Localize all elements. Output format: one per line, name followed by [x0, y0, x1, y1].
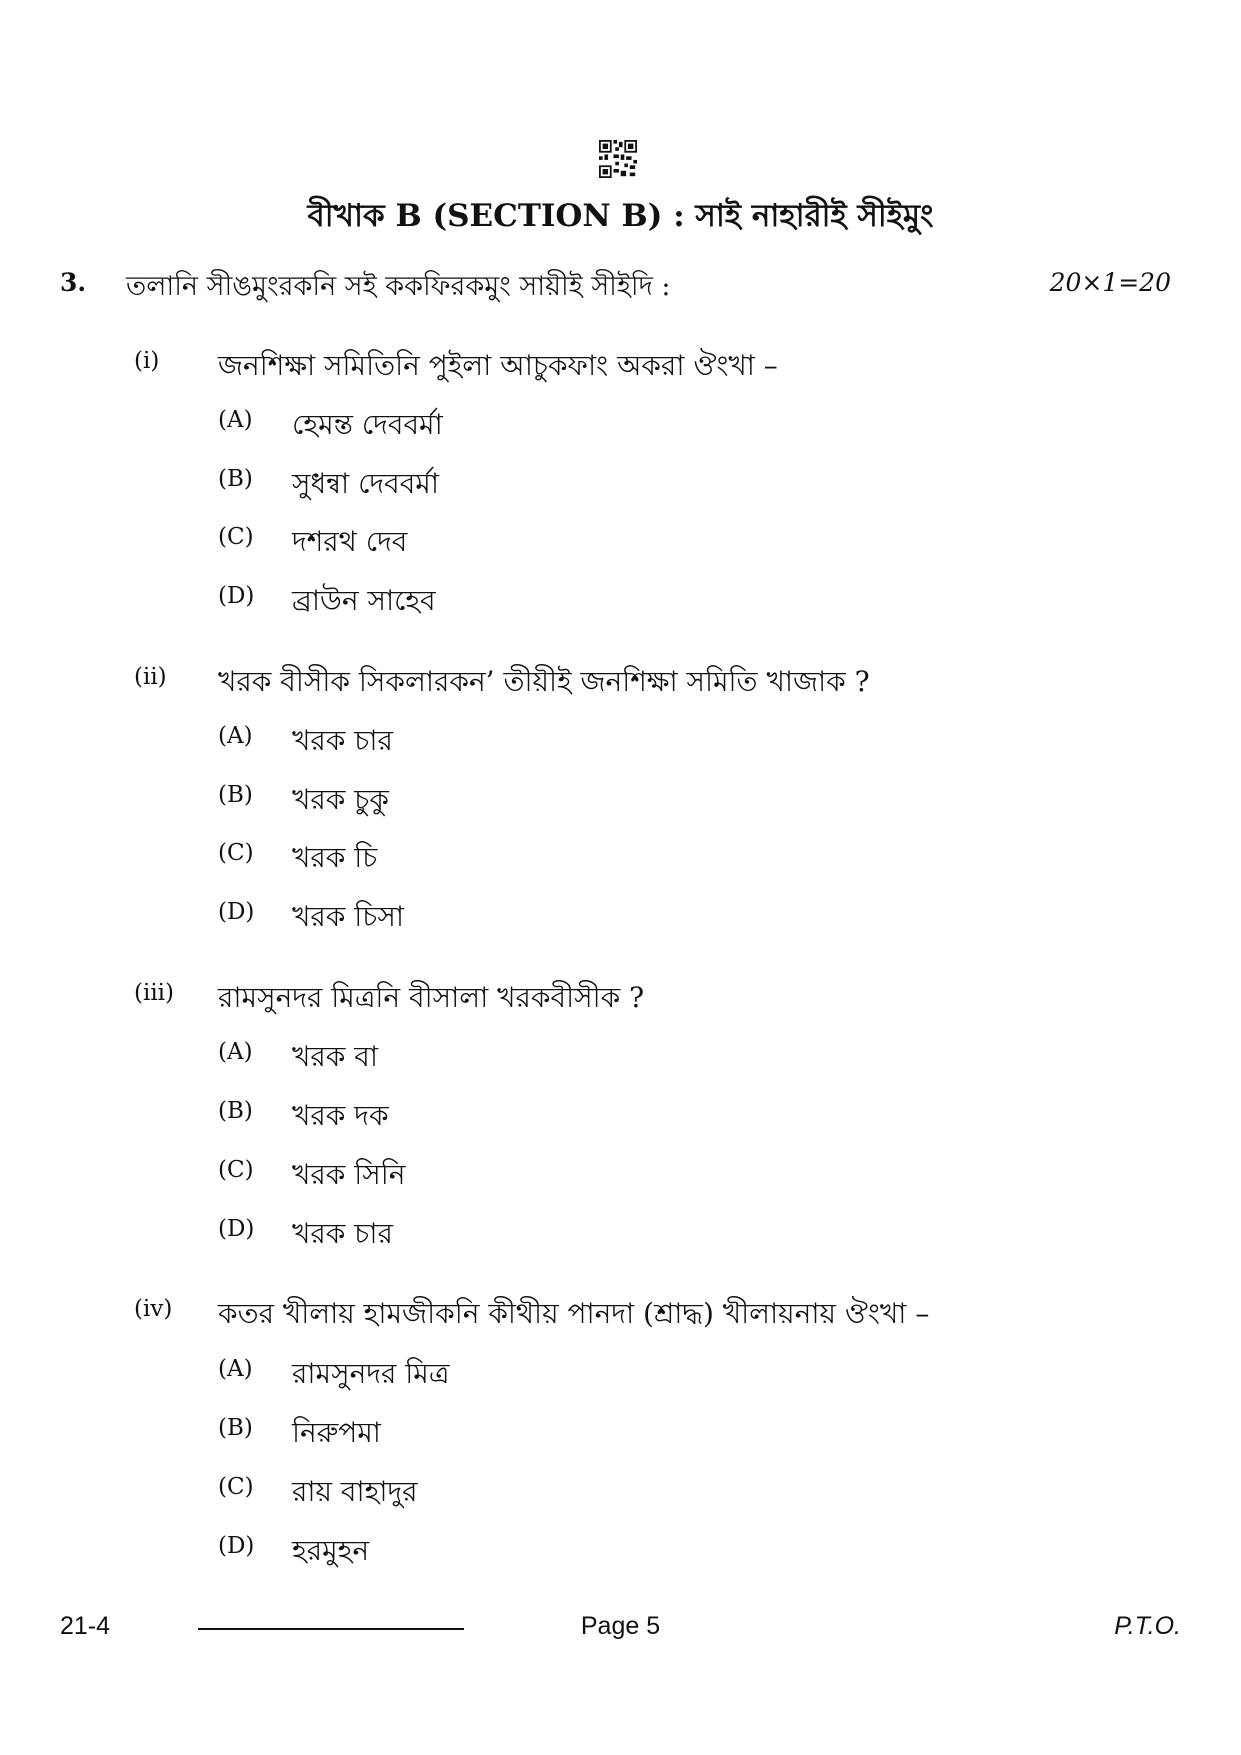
option-iv-c	[0, 1470, 1241, 1520]
option-i-a	[0, 403, 1241, 453]
option-text: হেমন্ত দেববর্মা	[292, 408, 443, 441]
pto-label: P.T.O.	[1114, 1612, 1181, 1640]
option-letter: (D)	[218, 1216, 255, 1242]
option-text: হরমুহন	[292, 1534, 370, 1567]
option-ii-a	[0, 719, 1241, 769]
option-iv-d	[0, 1529, 1241, 1579]
option-text: দশরথ দেব	[292, 525, 408, 558]
option-text: রামসুনদর মিত্র	[292, 1357, 450, 1390]
option-letter: (A)	[218, 407, 253, 433]
option-letter: (B)	[218, 1415, 253, 1441]
option-letter: (D)	[218, 583, 255, 609]
option-iii-b	[0, 1094, 1241, 1144]
option-text: খরক চি	[292, 841, 378, 874]
option-text: খরক চুকু	[292, 783, 389, 816]
option-i-c	[0, 520, 1241, 570]
option-letter: (D)	[218, 899, 255, 925]
item-text: রামসুনদর মিত্রনি বীসালা খরকবীসীক ?	[218, 981, 645, 1014]
item-number: (i)	[134, 348, 160, 374]
item-text: জনশিক্ষা সমিতিনি পুইলা আচুকফাং অকরা ঔংখা –	[218, 349, 778, 382]
section-title: বীখাক B (SECTION B) : সাই নাহারীই সীইমুং	[307, 198, 934, 234]
option-text: রায় বাহাদুর	[292, 1475, 418, 1508]
option-text: খরক দক	[292, 1099, 389, 1132]
option-ii-b	[0, 778, 1241, 828]
item-number: (iv)	[134, 1296, 173, 1322]
option-iii-c	[0, 1153, 1241, 1203]
item-text: কতর খীলায় হামজীকনি কীথীয় পানদা (শ্রাদ্ধ) খীলায়নায় ঔংখা –	[218, 1297, 930, 1330]
option-letter: (C)	[218, 524, 254, 550]
item-number: (iii)	[134, 980, 175, 1006]
item-number: (ii)	[134, 664, 167, 690]
question-item-iv	[0, 1292, 1241, 1352]
option-iii-d	[0, 1212, 1241, 1262]
option-letter: (C)	[218, 1474, 254, 1500]
option-letter: (A)	[218, 1039, 253, 1065]
option-letter: (B)	[218, 782, 253, 808]
question-prompt: তলানি সীঙমুংরকনি সই ককফিরকমুং সায়ীই সীইদি :	[126, 271, 671, 302]
question-item-ii	[0, 660, 1241, 720]
option-iv-a	[0, 1352, 1241, 1402]
question-marks: 20×1=20	[1049, 268, 1171, 297]
option-letter: (D)	[218, 1533, 255, 1559]
option-letter: (B)	[218, 1098, 253, 1124]
paper-code: 21-4	[60, 1612, 111, 1640]
option-text: খরক চার	[292, 724, 393, 757]
option-letter: (C)	[218, 1157, 254, 1183]
question-item-iii	[0, 976, 1241, 1036]
option-text: সুধন্বা দেববর্মা	[292, 467, 439, 500]
option-text: খরক চিসা	[292, 900, 405, 933]
option-letter: (A)	[218, 1356, 253, 1382]
option-letter: (A)	[218, 723, 253, 749]
question-number: 3.	[60, 268, 87, 297]
option-i-d	[0, 579, 1241, 629]
question-item-i	[0, 344, 1241, 404]
option-text: খরক সিনি	[292, 1158, 406, 1191]
option-i-b	[0, 462, 1241, 512]
qr-code-icon	[599, 140, 637, 178]
option-ii-c	[0, 836, 1241, 886]
option-letter: (B)	[218, 466, 253, 492]
item-text: খরক বীসীক সিকলারকন’ তীয়ীই জনশিক্ষা সমিতি খাজাক ?	[218, 665, 870, 698]
page-number: Page 5	[580, 1612, 661, 1640]
option-text: ব্রাউন সাহেব	[292, 584, 436, 617]
option-iv-b	[0, 1411, 1241, 1461]
option-text: নিরুপমা	[292, 1416, 381, 1449]
option-letter: (C)	[218, 840, 254, 866]
option-text: খরক চার	[292, 1217, 393, 1250]
option-text: খরক বা	[292, 1040, 378, 1073]
option-ii-d	[0, 895, 1241, 945]
option-iii-a	[0, 1035, 1241, 1085]
